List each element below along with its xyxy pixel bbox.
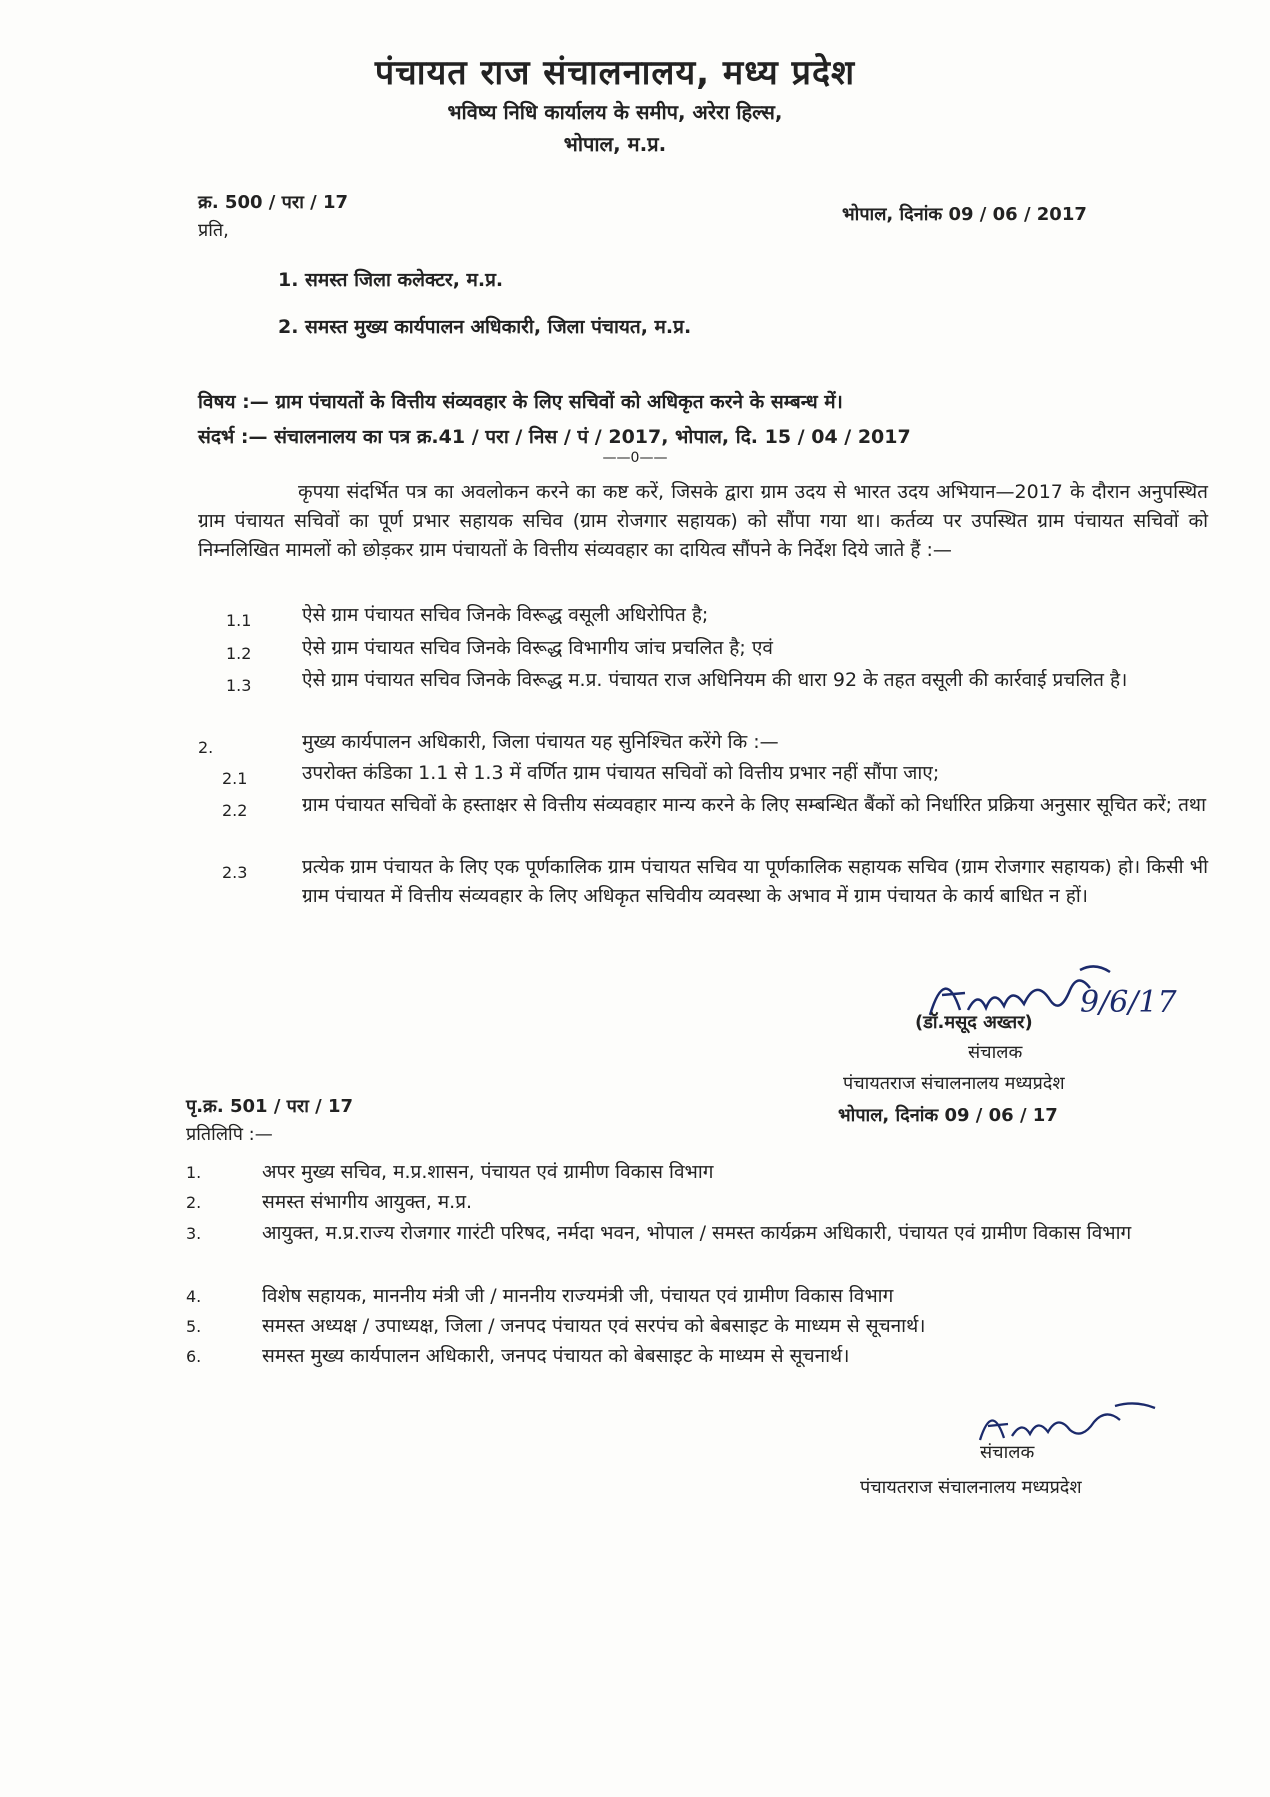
body-paragraph <box>198 478 1208 565</box>
point-2-2-text-wrap <box>302 791 1208 820</box>
to-label: प्रति, <box>198 220 229 241</box>
signatory-designation: संचालक <box>968 1042 1023 1063</box>
copy-item-text: विशेष सहायक, माननीय मंत्री जी / माननीय राज्यमंत्री जी, पंचायत एवं ग्रामीण विकास विभाग <box>262 1285 894 1307</box>
copy-item-number: 5. <box>186 1317 202 1336</box>
copy-item-number: 3. <box>186 1224 202 1243</box>
point-text: उपरोक्त कंडिका 1.1 से 1.3 में वर्णित ग्राम पंचायत सचिवों को वित्तीय प्रभार नहीं सौंपा जाए; <box>302 762 940 784</box>
point-2-text-wrap <box>302 728 779 757</box>
point-number: 2.3 <box>222 863 248 882</box>
point-number: 1.3 <box>226 676 252 695</box>
point-text: मुख्य कार्यपालन अधिकारी, जिला पंचायत यह सुनिश्चित करेंगे कि :— <box>302 731 779 753</box>
copy-item-text: समस्त संभागीय आयुक्त, म.प्र. <box>262 1191 473 1213</box>
copy-item-number: 6. <box>186 1347 202 1366</box>
reference-line: संदर्भ :— संचालनालय का पत्र क्र.41 / परा / निस / पं / 2017, भोपाल, दि. 15 / 04 / 2017 <box>198 426 911 448</box>
handwritten-date: 9/6/17 <box>1080 985 1177 1020</box>
copy-item-text: समस्त मुख्य कार्यपालन अधिकारी, जनपद पंचायत को बेबसाइट के माध्यम से सूचनार्थ। <box>262 1345 850 1367</box>
point-1-2-text-wrap <box>302 634 773 663</box>
addressee-2: 2. समस्त मुख्य कार्यपालन अधिकारी, जिला पंचायत, म.प्र. <box>278 316 692 338</box>
copy-item-number: 1. <box>186 1163 202 1182</box>
separator: ——0—— <box>602 450 668 466</box>
copy-signatory-office: पंचायतराज संचालनालय मध्यप्रदेश <box>860 1477 1082 1498</box>
office-city: भोपाल, म.प्र. <box>563 132 667 156</box>
point-1-1-text-wrap <box>302 601 708 630</box>
point-1-3-text-wrap <box>302 666 1208 695</box>
copy-ref-no: पृ.क्र. 501 / परा / 17 <box>186 1096 354 1117</box>
point-2-1-text-wrap <box>302 759 939 788</box>
point-number: 2. <box>198 738 214 757</box>
point-text: प्रत्येक ग्राम पंचायत के लिए एक पूर्णकालिक ग्राम पंचायत सचिव या पूर्णकालिक सहायक सचिव (ग्राम रोजगार सहायक) हो। किसी भी ग्राम पंचायत में वित्तीय संव्यवहार के लिए अधिकृत सचिवीय व्यवस्था के अभाव में ग्राम पंचायत के कार्य बाधित न हों। <box>302 856 1208 907</box>
copy-item-text: समस्त अध्यक्ष / उपाध्यक्ष, जिला / जनपद पंचायत एवं सरपंच को बेबसाइट के माध्यम से सूचनार्थ। <box>262 1315 926 1337</box>
office-title: पंचायत राज संचालनालय, मध्य प्रदेश <box>374 53 856 93</box>
point-2-3-text-wrap <box>302 853 1208 911</box>
body-paragraph-text: कृपया संदर्भित पत्र का अवलोकन करने का कष्ट करें, जिसके द्वारा ग्राम उदय से भारत उदय अभियान—2017 के दौरान अनुपस्थित ग्राम पंचायत सचिवों का पूर्ण प्रभार सहायक सचिव (ग्राम रोजगार सहायक) को सौंपा गया था। कर्तव्य पर उपस्थित ग्राम पंचायत सचिवों को निम्नलिखित मामलों को छोड़कर ग्राम पंचायतों के वित्तीय संव्यवहार का दायित्व सौंपने के निर्देश दिये जाते हैं :— <box>198 481 1208 561</box>
copy-date: भोपाल, दिनांक 09 / 06 / 17 <box>838 1105 1058 1126</box>
point-number: 2.2 <box>222 801 248 820</box>
letter-date: भोपाल, दिनांक 09 / 06 / 2017 <box>842 204 1087 225</box>
point-text: ऐसे ग्राम पंचायत सचिव जिनके विरूद्ध म.प्र. पंचायत राज अधिनियम की धारा 92 के तहत वसूली की कार्रवाई प्रचलित है। <box>302 669 1128 691</box>
addressee-1: 1. समस्त जिला कलेक्टर, म.प्र. <box>278 269 504 291</box>
signatory-office: पंचायतराज संचालनालय मध्यप्रदेश <box>843 1073 1065 1094</box>
point-number: 1.1 <box>226 611 252 630</box>
signatory-name: (डॉ.मसूद अख्तर) <box>915 1012 1033 1033</box>
office-address: भविष्य निधि कार्यालय के समीप, अरेरा हिल्स, <box>447 100 783 124</box>
copy-item-text: अपर मुख्य सचिव, म.प्र.शासन, पंचायत एवं ग्रामीण विकास विभाग <box>262 1161 714 1183</box>
copy-item-number: 2. <box>186 1193 202 1212</box>
point-text: ऐसे ग्राम पंचायत सचिव जिनके विरूद्ध विभागीय जांच प्रचलित है; एवं <box>302 637 773 659</box>
copy-item-number: 4. <box>186 1287 202 1306</box>
copy-item-text: आयुक्त, म.प्र.राज्य रोजगार गारंटी परिषद, नर्मदा भवन, भोपाल / समस्त कार्यक्रम अधिकारी, पंचायत एवं ग्रामीण विकास विभाग <box>262 1222 1132 1244</box>
copy-signatory-designation: संचालक <box>980 1442 1035 1463</box>
copy-label: प्रतिलिपि :— <box>186 1124 273 1145</box>
letter-ref-no: क्र. 500 / परा / 17 <box>198 192 349 213</box>
point-number: 2.1 <box>222 769 248 788</box>
point-text: ऐसे ग्राम पंचायत सचिव जिनके विरूद्ध वसूली अधिरोपित है; <box>302 604 709 626</box>
point-text: ग्राम पंचायत सचिवों के हस्ताक्षर से वित्तीय संव्यवहार मान्य करने के लिए सम्बन्धित बैंकों को निर्धारित प्रक्रिया अनुसार सूचित करें; तथा <box>302 794 1206 816</box>
point-number: 1.2 <box>226 644 252 663</box>
subject-line: विषय :— ग्राम पंचायतों के वित्तीय संव्यवहार के लिए सचिवों को अधिकृत करने के सम्बन्ध में। <box>198 391 843 413</box>
